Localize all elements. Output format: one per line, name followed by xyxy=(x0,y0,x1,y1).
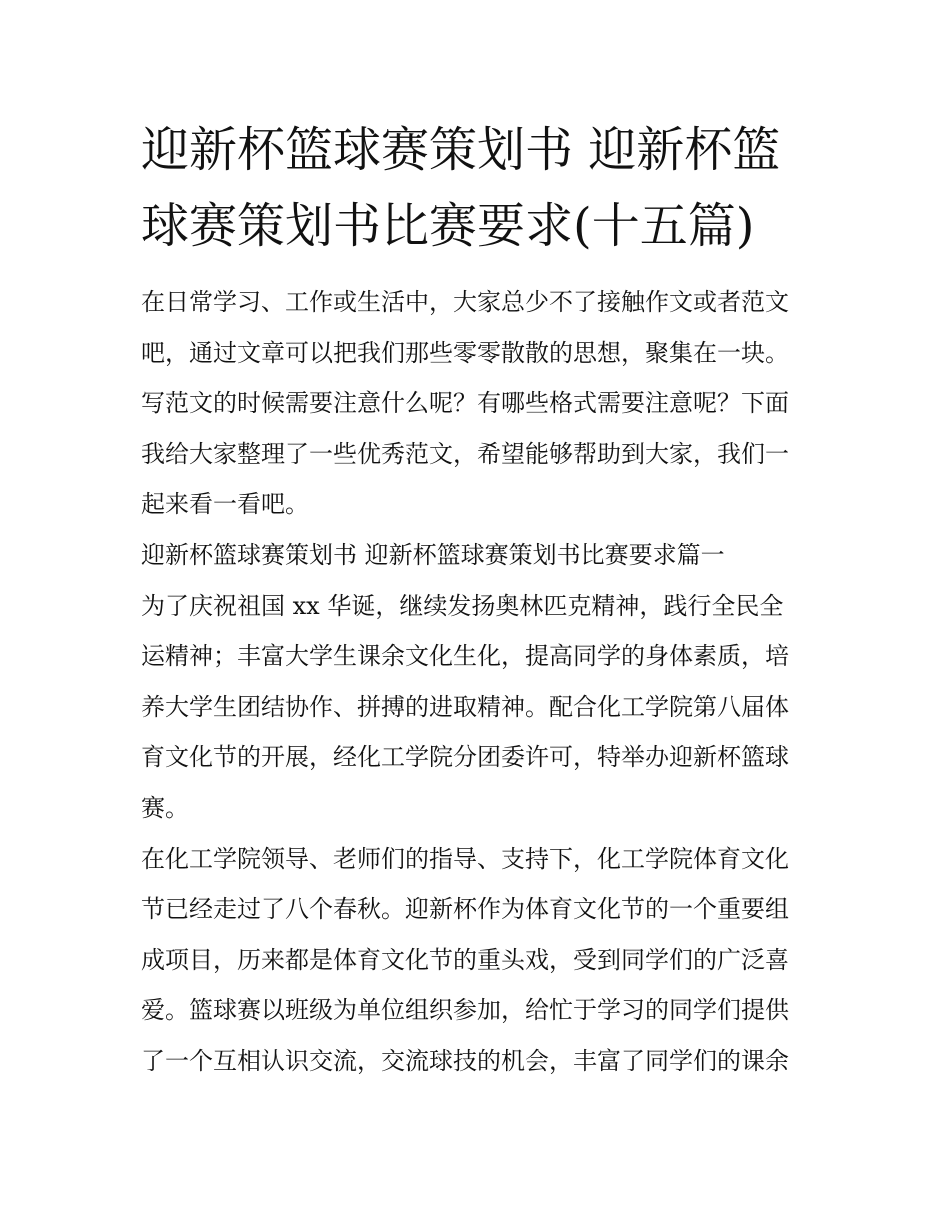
text-line: 节已经走过了八个春秋。迎新杯作为体育文化节的一个重要组 xyxy=(141,895,789,924)
document-page xyxy=(141,112,813,1087)
text-line: 育文化节的开展，经化工学院分团委许可，特举办迎新杯篮球 xyxy=(141,743,789,772)
section-heading: 迎新杯篮球赛策划书 迎新杯篮球赛策划书比赛要求篇一 xyxy=(141,540,725,569)
text-line: 在化工学院领导、老师们的指导、支持下，化工学院体育文化 xyxy=(141,844,789,873)
title-line: 球赛策划书比赛要求(十五篇) xyxy=(141,198,755,254)
text-line: 在日常学习、工作或生活中，大家总少不了接触作文或者范文 xyxy=(141,288,789,316)
text-line: 了一个互相认识交流，交流球技的机会，丰富了同学们的课余 xyxy=(141,1046,789,1075)
text-line: 养大学生团结协作、拼搏的进取精神。配合化工学院第八届体 xyxy=(141,692,789,721)
text-line: 起来看一看吧。 xyxy=(141,490,309,519)
document-body xyxy=(141,277,813,1087)
text-line: 运精神；丰富大学生课余文化生化，提高同学的身体素质，培 xyxy=(141,642,789,671)
text-line: 我给大家整理了一些优秀范文，希望能够帮助到大家，我们一 xyxy=(141,439,789,468)
text-line: 爱。篮球赛以班级为单位组织参加，给忙于学习的同学们提供 xyxy=(141,996,789,1025)
title-line: 迎新杯篮球赛策划书 迎新杯篮 xyxy=(141,122,781,178)
text-line: 赛。 xyxy=(141,793,189,822)
text-line: 写范文的时候需要注意什么呢？有哪些格式需要注意呢？下面 xyxy=(141,389,789,418)
text-line: 成项目，历来都是体育文化节的重头戏，受到同学们的广泛喜 xyxy=(141,945,789,974)
text-line: 为了庆祝祖国 xx 华诞，继续发扬奥林匹克精神，践行全民全 xyxy=(141,591,784,620)
text-line: 吧，通过文章可以把我们那些零零散散的思想，聚集在一块。 xyxy=(141,338,789,367)
document-title xyxy=(141,112,813,264)
